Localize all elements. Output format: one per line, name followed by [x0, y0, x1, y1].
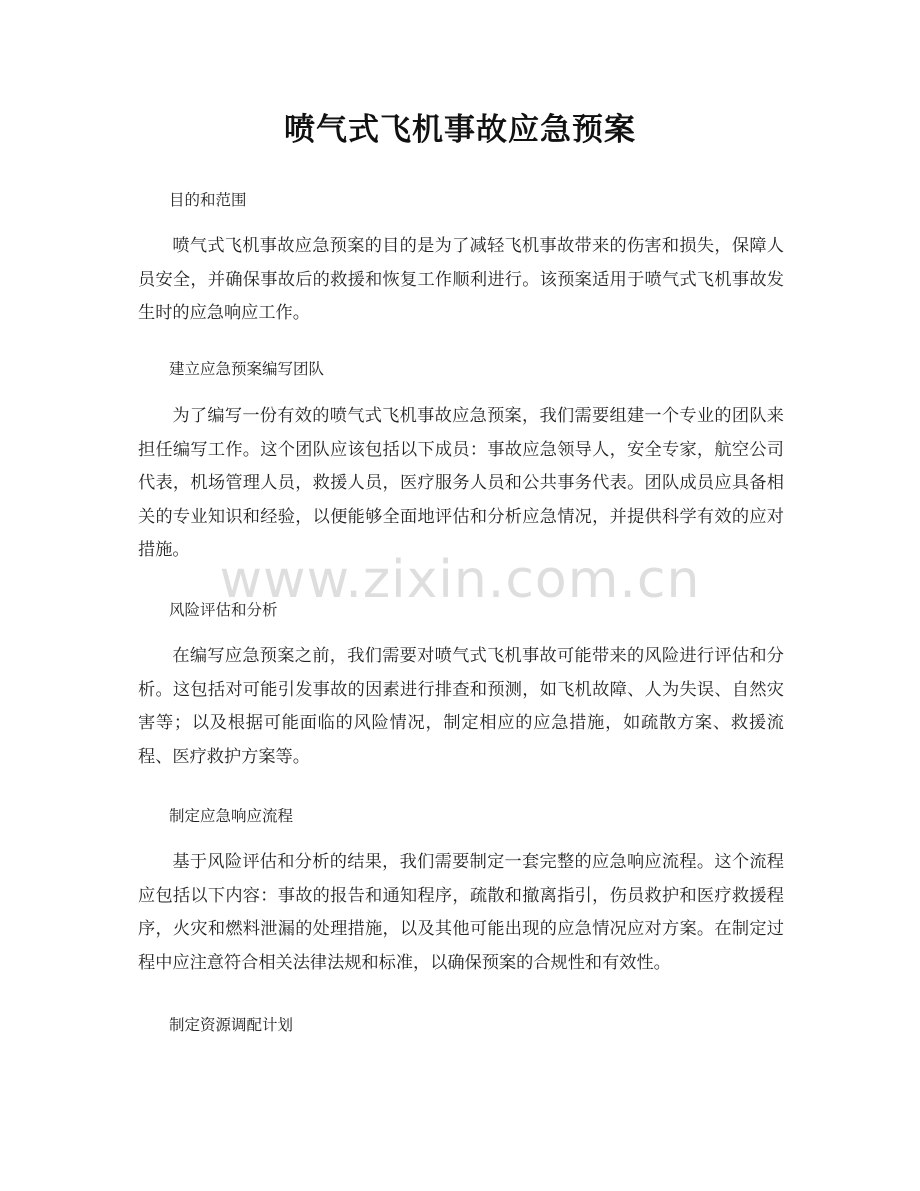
watermark: www.zixin.com.cn [219, 550, 701, 610]
section-heading-resources: 制定资源调配计划 [169, 1016, 294, 1034]
document-title: 喷气式飞机事故应急预案 [284, 112, 636, 148]
section-body-team: 为了编写一份有效的喷气式飞机事故应急预案，我们需要组建一个专业的团队来担任编写工作。这个团队应该包括以下成员：事故应急领导人，安全专家，航空公司代表，机场管理人员，救援人员，医疗服务人员和公共事务代表。团队成员应具备相关的专业知识和经验，以便能够全面地评估和分析应急情况，并提供科学有效的应对措施。 [138, 406, 784, 560]
section-heading-risk: 风险评估和分析 [169, 601, 278, 619]
section-body-risk: 在编写应急预案之前，我们需要对喷气式飞机事故可能带来的风险进行评估和分析。这包括对可能引发事故的因素进行排查和预测，如飞机故障、人为失误、自然灾害等；以及根据可能面临的风险情况，制定相应的应急措施，如疏散方案、救援流程、医疗救护方案等。 [138, 646, 784, 767]
section-heading-response: 制定应急响应流程 [169, 807, 294, 825]
section-body-response: 基于风险评估和分析的结果，我们需要制定一套完整的应急响应流程。这个流程应包括以下内容：事故的报告和通知程序，疏散和撤离指引，伤员救护和医疗救援程序，火灾和燃料泄漏的处理措施，以及其他可能出现的应急情况应对方案。在制定过程中应注意符合相关法律法规和标准，以确保预案的合规性和有效性。 [138, 852, 784, 973]
section-heading-team: 建立应急预案编写团队 [169, 360, 325, 378]
section-body-purpose-scope: 喷气式飞机事故应急预案的目的是为了减轻飞机事故带来的伤害和损失，保障人员安全，并确保事故后的救援和恢复工作顺利进行。该预案适用于喷气式飞机事故发生时的应急响应工作。 [138, 236, 784, 323]
section-heading-purpose-scope: 目的和范围 [169, 191, 247, 209]
